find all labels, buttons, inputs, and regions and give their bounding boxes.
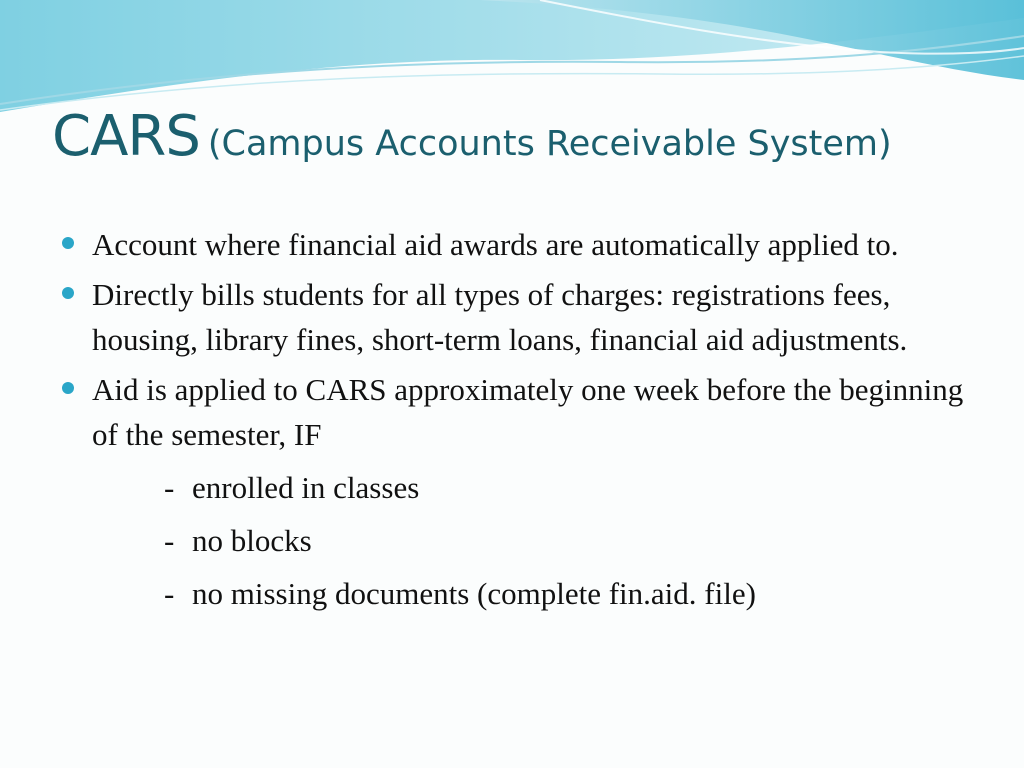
condition-text: enrolled in classes <box>192 470 420 505</box>
condition-dash: - <box>164 576 175 611</box>
bullet-text: Account where financial aid awards are automatically applied to. <box>92 227 899 262</box>
condition-item <box>60 465 980 510</box>
condition-item <box>60 518 980 563</box>
bullet-circle-icon <box>61 381 75 395</box>
condition-text: no missing documents (complete fin.aid. file) <box>192 576 756 611</box>
bullet-circle-icon <box>61 286 75 300</box>
condition-item <box>60 571 980 616</box>
header-wave-decoration <box>0 0 1024 120</box>
condition-text: no blocks <box>192 523 312 558</box>
bullet-item <box>60 272 980 362</box>
slide-body <box>60 222 980 624</box>
title-main: CARS <box>52 104 200 169</box>
condition-list <box>60 465 980 616</box>
condition-dash: - <box>164 523 175 558</box>
condition-dash: - <box>164 470 175 505</box>
slide-title <box>52 104 1002 169</box>
bullet-item <box>60 222 980 267</box>
title-subtitle: (Campus Accounts Receivable System) <box>207 124 892 164</box>
bullet-text: Aid is applied to CARS approximately one week before the beginning of the semester, IF <box>92 372 964 452</box>
bullet-text: Directly bills students for all types of charges: registrations fees, housing, library fines, short-term loans, financial aid adjustments. <box>92 277 908 357</box>
bullet-circle-icon <box>61 236 75 250</box>
bullet-item <box>60 367 980 457</box>
